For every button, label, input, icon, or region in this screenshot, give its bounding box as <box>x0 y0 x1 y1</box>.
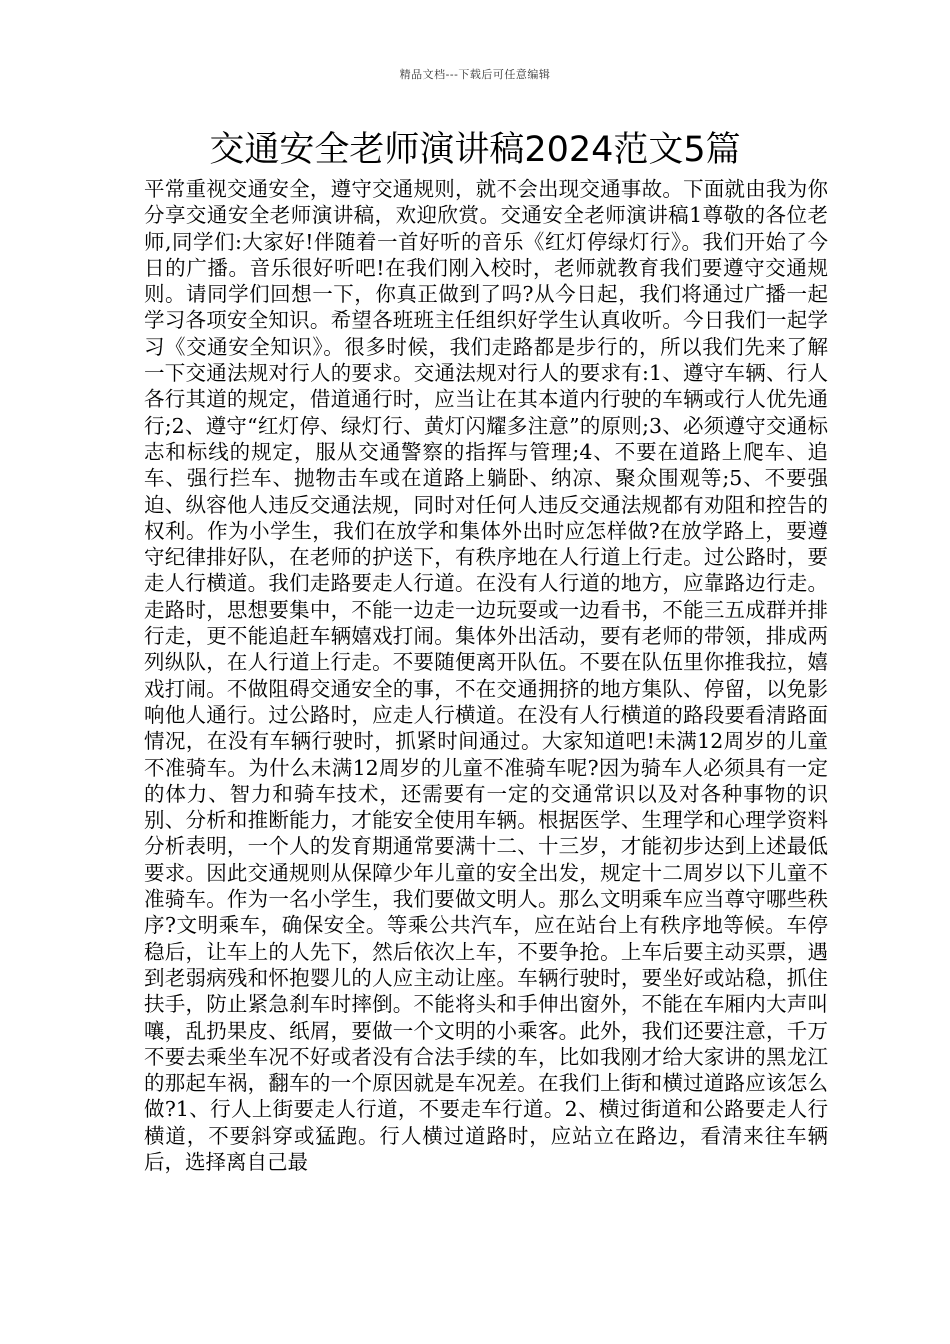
header-note: 精品文档---下载后可任意编辑 <box>399 68 551 81</box>
document-title: 交通安全老师演讲稿2024范文5篇 <box>209 130 741 170</box>
document-body: 平常重视交通安全，遵守交通规则，就不会出现交通事故。下面就由我为你分享交通安全老师演讲稿，欢迎欣赏。交通安全老师演讲稿1尊敬的各位老师,同学们:大家好!伴随着一首好听的音乐《红灯停绿灯行》。我们开始了今日的广播。音乐很好听吧!在我们刚入校时，老师就教育我们要遵守交通规则。请同学们回想一下，你真正做到了吗?从今日起，我们将通过广播一起学习各项安全知识。希望各班班主任组织好学生认真收听。今日我们一起学习《交通安全知识》。很多时候，我们走路都是步行的，所以我们先来了解一下交通法规对行人的要求。交通法规对行人的要求有:1、遵守车辆、行人各行其道的规定，借道通行时，应当让在其本道内行驶的车辆或行人优先通行;2、遵守“红灯停、绿灯行、黄灯闪耀多注意”的原则;3、必须遵守交通标志和标线的规定，服从交通警察的指挥与管理;4、不要在道路上爬车、追车、强行拦车、抛物击车或在道路上躺卧、纳凉、聚众围观等;5、不要强迫、纵容他人违反交通法规，同时对任何人违反交通法规都有劝阻和控告的权利。作为小学生，我们在放学和集体外出时应怎样做?在放学路上，要遵守纪律排好队，在老师的护送下，有秩序地在人行道上行走。过公路时，要走人行横道。我们走路要走人行道。在没有人行道的地方，应靠路边行走。走路时，思想要集中，不能一边走一边玩耍或一边看书，不能三五成群并排行走，更不能追赶车辆嬉戏打闹。集体外出活动，要有老师的带领，排成两列纵队，在人行道上行走。不要随便离开队伍。不要在队伍里你推我拉，嬉戏打闹。不做阻碍交通安全的事，不在交通拥挤的地方集队、停留，以免影响他人通行。过公路时，应走人行横道。在没有人行横道的路段要看清路面情况，在没有车辆行驶时，抓紧时间通过。大家知道吧!未满12周岁的儿童不准骑车。为什么未满12周岁的儿童不准骑车呢?因为骑车人必须具有一定的体力、智力和骑车技术，还需要有一定的交通常识以及对各种事物的识别、分析和推断能力，才能安全使用车辆。根据医学、生理学和心理学资料分析表明，一个人的发育期通常要满十二、十三岁，才能初步达到上述最低要求。因此交通规则从保障少年儿童的安全出发，规定十二周岁以下儿童不准骑车。作为一名小学生，我们要做文明人。那么文明乘车应当尊守哪些秩序?文明乘车，确保安全。等乘公共汽车，应在站台上有秩序地等候。车停稳后，让车上的人先下，然后依次上车，不要争抢。上车后要主动买票，遇到老弱病残和怀抱婴儿的人应主动让座。车辆行驶时，要坐好或站稳，抓住扶手，防止紧急刹车时摔倒。不能将头和手伸出窗外，不能在车厢内大声叫嚷，乱扔果皮、纸屑，要做一个文明的小乘客。此外，我们还要注意，千万不要去乘坐车况不好或者没有合法手续的车，比如我刚才给大家讲的黑龙江的那起车祸，翻车的一个原因就是车况差。在我们上街和横过道路应该怎么做?1、行人上街要走人行道，不要走车行道。2、横过街道和公路要走人行横道，不要斜穿或猛跑。行人横过道路时，应站立在路边，看清来往车辆后，选择离自己最 <box>144 177 828 1174</box>
